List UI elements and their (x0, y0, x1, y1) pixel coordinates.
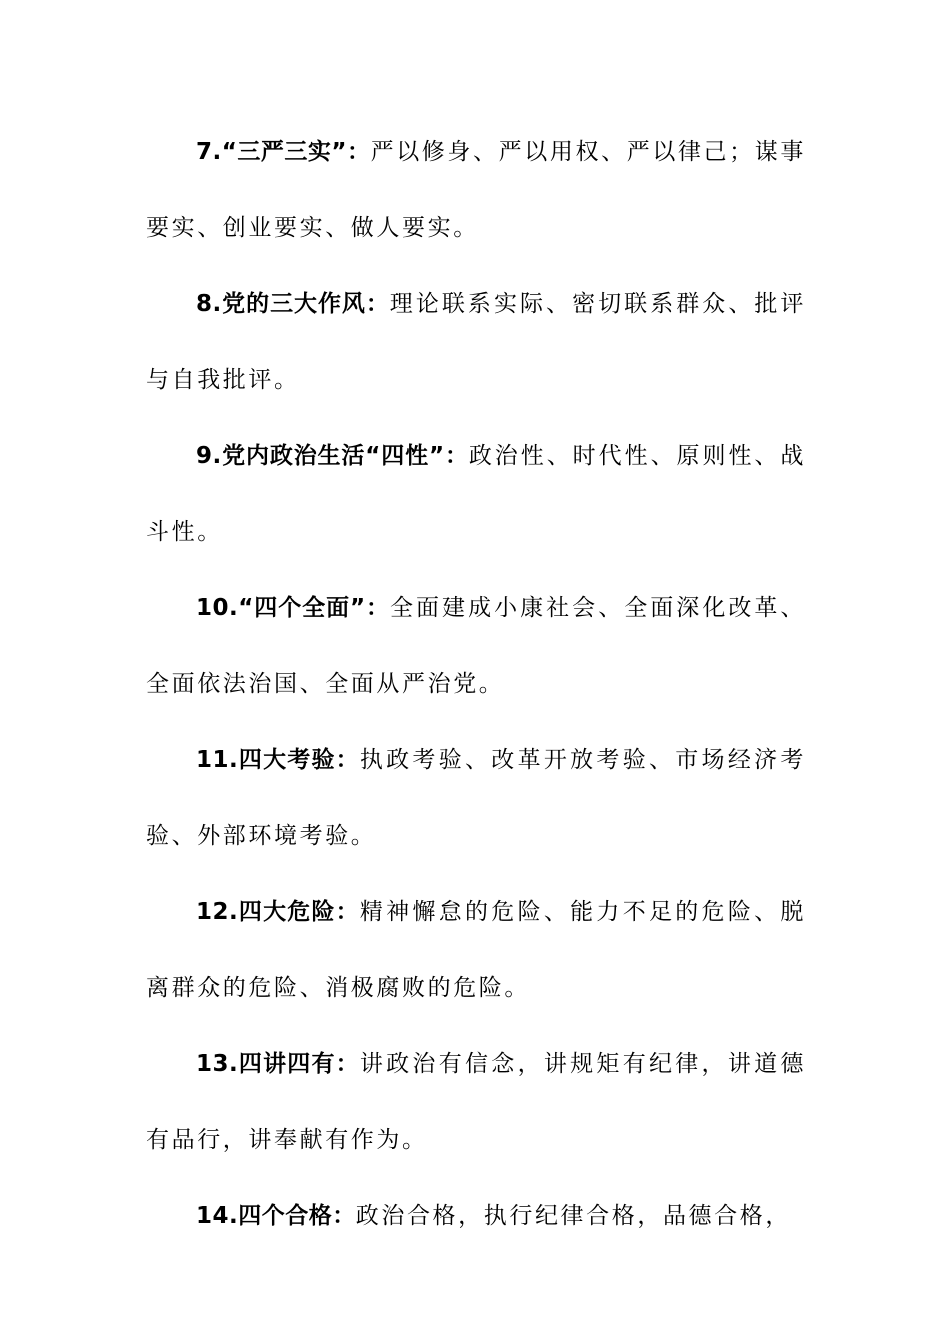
item-description: 理论联系实际、密切联系群众、批评与自我批评。 (146, 291, 806, 393)
list-item (146, 722, 806, 874)
list-item (146, 1026, 806, 1178)
item-term: 12.四大危险： (196, 899, 360, 925)
item-description: 讲政治有信念，讲规矩有纪律，讲道德有品行，讲奉献有作为。 (146, 1051, 807, 1153)
item-description: 政治性、时代性、原则性、战斗性。 (146, 443, 806, 545)
item-term: 13.四讲四有： (196, 1051, 360, 1077)
document-body (146, 114, 806, 1254)
list-item (146, 418, 806, 570)
list-item (146, 266, 806, 418)
item-term: 14.四个合格： (196, 1203, 356, 1229)
item-description: 执政考验、改革开放考验、市场经济考验、外部环境考验。 (146, 747, 807, 849)
list-item (146, 570, 806, 722)
item-term: 10.“四个全面”： (196, 595, 390, 621)
list-item (146, 114, 806, 266)
list-item (146, 1178, 806, 1254)
item-description: 政治合格，执行纪律合格，品德合格， (355, 1203, 791, 1229)
list-item (146, 874, 806, 1026)
item-description: 精神懈怠的危险、能力不足的危险、脱离群众的危险、消极腐败的危险。 (146, 899, 807, 1001)
item-term: 11.四大考验： (196, 747, 360, 773)
item-description: 严以修身、严以用权、严以律己；谋事要实、创业要实、做人要实。 (146, 139, 806, 241)
item-term: 8.党的三大作风： (196, 291, 390, 317)
item-term: 9.党内政治生活“四性”： (196, 443, 469, 469)
item-term: 7.“三严三实”： (196, 139, 371, 165)
item-description: 全面建成小康社会、全面深化改革、全面依法治国、全面从严治党。 (146, 595, 806, 697)
